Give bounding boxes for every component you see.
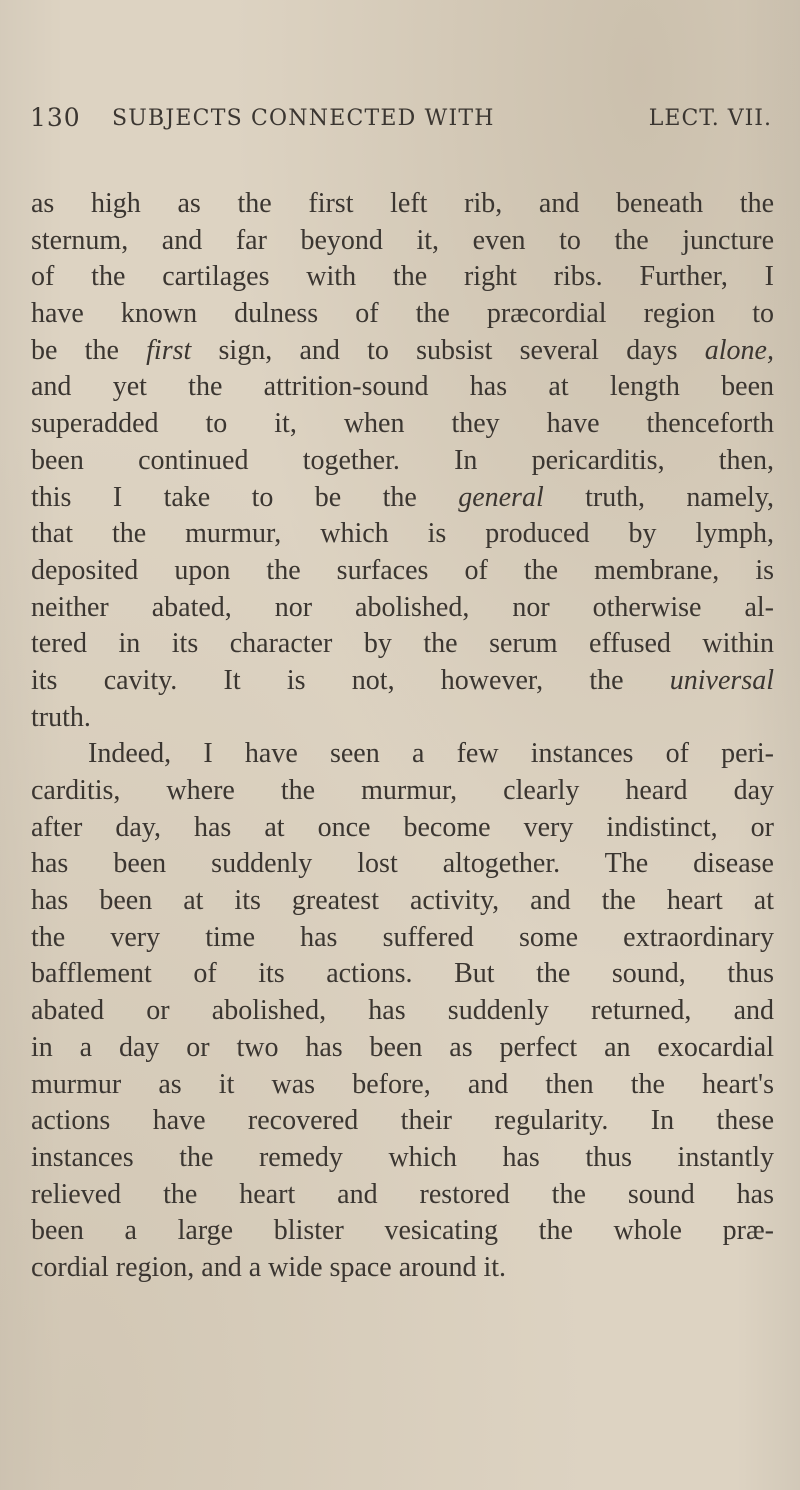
running-title: SUBJECTS CONNECTED WITH [112,106,495,131]
text-line: abated or abolished, has suddenly returned, and [31,995,774,1027]
text-line: that the murmur, which is produced by lymph, [31,518,774,550]
emphasis: universal [669,664,774,696]
emphasis: first [146,334,192,366]
text-line: have known dulness of the præcordial region to [31,298,774,330]
text-line: sternum, and far beyond it, even to the juncture [31,224,774,256]
text-line: and yet the attrition-sound has at length been [31,371,774,403]
lecture-label: LECT. VII. [648,106,772,131]
text-line: deposited upon the surfaces of the membrane, is [31,554,774,586]
text-line: its cavity. It is not, however, the universal [31,664,774,696]
text-line: been continued together. In pericarditis, then, [31,444,774,476]
text-line: relieved the heart and restored the sound has [31,1178,774,1210]
text-line: has been suddenly lost altogether. The disease [31,848,774,880]
text-line: the very time has suffered some extraordinary [31,921,774,953]
text-line: carditis, where the murmur, clearly heard day [31,775,774,806]
text-line: murmur as it was before, and then the heart's [31,1068,774,1100]
text-line: tered in its character by the serum effused within [31,628,774,660]
text-line: bafflement of its actions. But the sound, thus [31,958,774,990]
text-line: actions have recovered their regularity. In these [31,1105,774,1137]
text-line: has been at its greatest activity, and the heart at [31,885,774,917]
paragraph-end-line: cordial region, and a wide space around it. [31,1251,507,1283]
running-head [30,103,772,143]
emphasis: alone, [704,334,774,366]
text-line: superadded to it, when they have thenceforth [31,408,774,440]
text-line: neither abated, nor abolished, nor otherwise al- [31,591,774,623]
text-line: in a day or two has been as perfect an exocardial [31,1031,774,1063]
text-line: of the cartilages with the right ribs. Further, I [31,261,774,293]
text-line: this I take to be the general truth, namely, [31,481,775,513]
text-line: as high as the first left rib, and beneath the [31,188,774,219]
emphasis: general [458,481,544,513]
paragraph-end-line: truth. [31,701,91,733]
text-line: after day, has at once become very indistinct, or [31,811,774,843]
page-number: 130 [30,103,81,132]
text-line: be the first sign, and to subsist several days alone, [31,334,774,366]
paragraph-start-line: Indeed, I have seen a few instances of peri- [88,738,774,770]
text-line: been a large blister vesicating the whole præ- [31,1215,774,1247]
text-line: instances the remedy which has thus instantly [31,1141,774,1173]
body-text [31,186,774,1287]
